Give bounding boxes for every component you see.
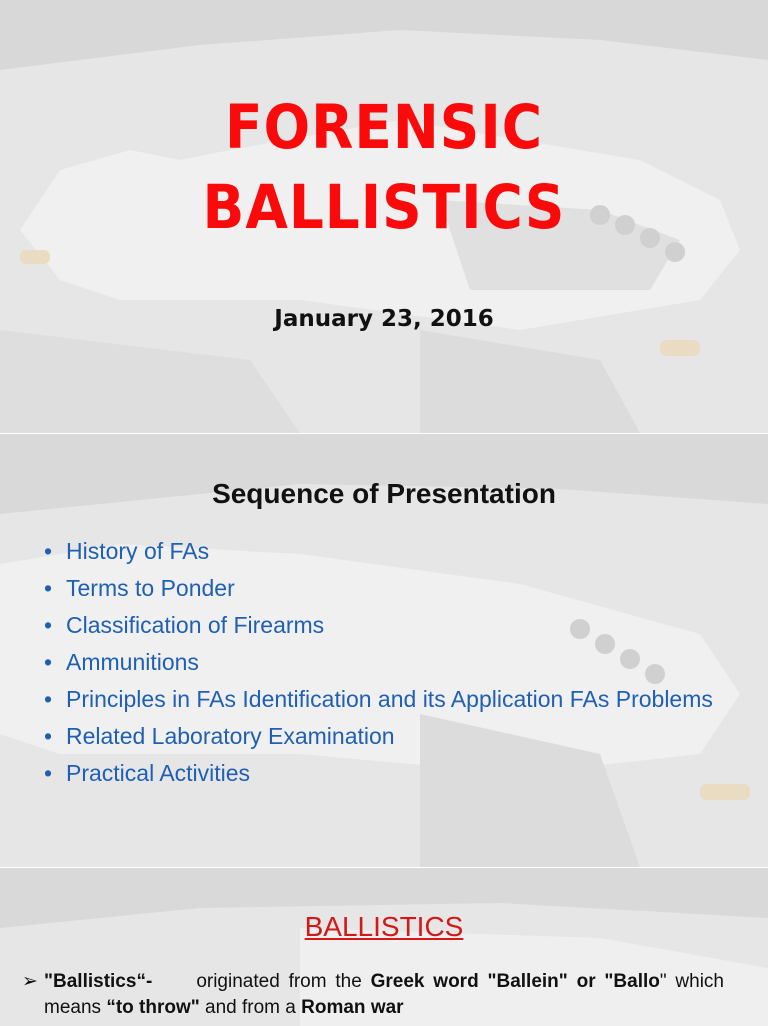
list-item xyxy=(44,758,724,788)
title-line-2: BALLISTICS xyxy=(202,172,566,243)
sequence-list xyxy=(0,536,768,788)
ballistics-slide xyxy=(0,867,768,1026)
title-slide xyxy=(0,0,768,433)
sequence-slide xyxy=(0,433,768,867)
title-line-1: FORENSIC xyxy=(224,92,544,163)
list-item xyxy=(44,536,724,566)
list-item-text: Ammunitions xyxy=(66,649,199,675)
term-roman-war: Roman war xyxy=(301,997,404,1018)
bullet-icon: • xyxy=(44,538,53,564)
arrow-bullet-icon: ➢ xyxy=(22,971,38,992)
list-item xyxy=(44,647,724,677)
bullet-icon: • xyxy=(44,723,53,749)
bullet-icon: • xyxy=(44,760,53,786)
term-to-throw: “to throw" xyxy=(106,997,200,1018)
list-item xyxy=(44,610,724,640)
def-text-1: originated from the xyxy=(196,971,362,992)
list-item-text: Terms to Ponder xyxy=(66,575,235,601)
bullet-icon: • xyxy=(44,686,53,712)
list-item-text: History of FAs xyxy=(66,538,210,564)
presentation-title xyxy=(0,0,768,248)
list-item xyxy=(44,721,724,751)
list-item xyxy=(44,573,724,603)
list-item-text: Principles in FAs Identification and its Application FAs Problems xyxy=(66,686,713,712)
list-item-text: Classification of Firearms xyxy=(66,612,325,638)
term-ballistics: "Ballistics“- xyxy=(44,971,153,992)
bullet-icon: • xyxy=(44,612,53,638)
ballistics-definition xyxy=(22,969,724,1021)
list-item-text: Related Laboratory Examination xyxy=(66,723,395,749)
def-text-3: and from a xyxy=(205,997,296,1018)
bullet-icon: • xyxy=(44,649,53,675)
list-item-text: Practical Activities xyxy=(66,760,251,786)
def-text-2: " which means xyxy=(44,971,725,1018)
list-item xyxy=(44,684,724,714)
presentation-date: January 23, 2016 xyxy=(274,306,494,332)
term-greek-word: Greek word "Ballein" or "Ballo xyxy=(370,971,660,992)
bullet-icon: • xyxy=(44,575,53,601)
ballistics-heading: BALLISTICS xyxy=(304,911,464,942)
sequence-heading: Sequence of Presentation xyxy=(212,478,556,509)
